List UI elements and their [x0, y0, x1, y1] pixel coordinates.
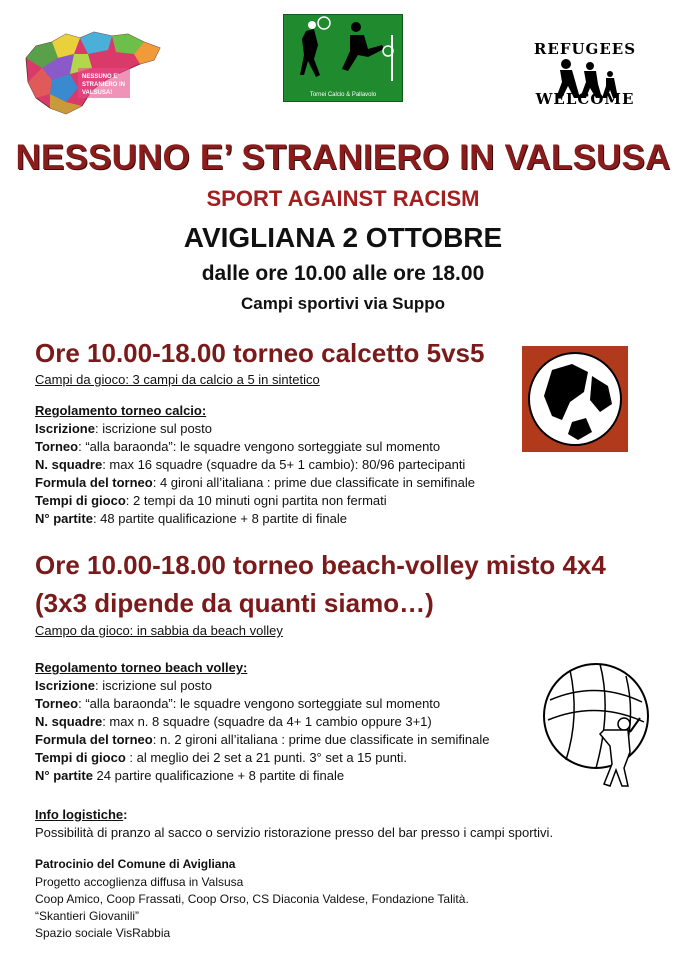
volley-heading-2: (3x3 dipende da quanti siamo…)	[35, 588, 434, 618]
volley-row	[35, 713, 432, 731]
calcio-regolamento: Regolamento torneo calcio:	[35, 403, 207, 418]
volley-row	[35, 695, 440, 713]
calcio-row-label: N. squadre	[35, 457, 103, 472]
patrocinio-line: Spazio sociale VisRabbia	[35, 926, 171, 940]
volleyball-player-icon	[540, 660, 650, 790]
calcio-row	[35, 492, 387, 510]
volley-campo-value: : in sabbia da beach volley	[129, 623, 283, 638]
refugees-welcome-logo	[520, 28, 650, 118]
map-caption-1: NESSUNO E'	[82, 74, 119, 80]
calcio-row-value: : 2 tempi da 10 minuti ogni partita non fermati	[125, 493, 387, 508]
sport-players-logo	[283, 14, 403, 102]
calcio-row	[35, 420, 212, 438]
volley-heading-1: Ore 10.00-18.00 torneo beach-volley misto 4x4	[35, 550, 606, 580]
hours: dalle ore 10.00 alle ore 18.00	[201, 262, 485, 285]
map-caption-3: VALSUSA!	[82, 90, 113, 96]
calcio-row-label: Tempi di gioco	[35, 493, 126, 508]
calcio-row	[35, 510, 347, 528]
patrocinio-line: “Skantieri Giovanili”	[35, 909, 140, 923]
calcio-row	[35, 456, 465, 474]
globe-soccer-ball-icon	[522, 346, 628, 452]
main-title: NESSUNO E’ STRANIERO IN VALSUSA	[15, 138, 671, 177]
volley-row	[35, 677, 212, 695]
calcio-heading: Ore 10.00-18.00 torneo calcetto 5vs5	[35, 338, 485, 368]
refugees-bottom-text: WELCOME	[535, 90, 635, 108]
volley-campo-label: Campo da gioco	[35, 623, 130, 638]
volley-row-value: : “alla baraonda”: le squadre vengono sorteggiate sul momento	[78, 696, 441, 711]
volley-row-value: : max n. 8 squadre (squadre da 4+ 1 cambio oppure 3+1)	[102, 714, 432, 729]
calcio-row-label: Torneo	[35, 439, 79, 454]
info-text: Possibilità di pranzo al sacco o servizio ristorazione presso del bar presso i campi sportivi.	[35, 825, 554, 840]
refugees-top-text: REFUGEES	[533, 40, 637, 58]
volley-row-value: : iscrizione sul posto	[94, 678, 213, 693]
calcio-row-label: Formula del torneo	[35, 475, 153, 490]
volley-row	[35, 749, 407, 767]
volley-row-label: Tempi di gioco	[35, 750, 126, 765]
place-date: AVIGLIANA 2 OTTOBRE	[183, 222, 503, 253]
volley-row-label: N° partite	[35, 768, 93, 783]
calcio-campi-value: : 3 campi da calcio a 5 in sintetico	[125, 372, 320, 387]
patrocinio-title: Patrocinio del Comune di Avigliana	[35, 857, 236, 871]
info-label: Info logistiche	[35, 807, 124, 822]
volley-row-value: : n. 2 gironi all’italiana : prime due classificate in semifinale	[152, 732, 490, 747]
volley-campo-line	[35, 622, 283, 640]
info-colon: :	[123, 807, 128, 822]
calcio-row	[35, 474, 475, 492]
venue: Campi sportivi via Suppo	[240, 294, 446, 313]
valsusa-map-logo	[22, 28, 164, 118]
volley-row	[35, 767, 344, 785]
calcio-row-label: N° partite	[35, 511, 93, 526]
calcio-campi-line	[35, 371, 320, 389]
volley-row-label: N. squadre	[35, 714, 103, 729]
volley-row-value: : al meglio dei 2 set a 21 punti. 3° set a 15 punti.	[125, 750, 408, 765]
patrocinio-line: Progetto accoglienza diffusa in Valsusa	[35, 875, 244, 889]
volley-row-label: Torneo	[35, 696, 79, 711]
calcio-row-value: : max 16 squadre (squadre da 5+ 1 cambio): 80/96 partecipanti	[102, 457, 466, 472]
calcio-row-value: : iscrizione sul posto	[94, 421, 213, 436]
calcio-campi-label: Campi da gioco	[35, 372, 126, 387]
sport-logo-caption: Tornei Calcio & Pallavolo	[309, 92, 377, 98]
info-heading	[35, 806, 127, 824]
volley-row	[35, 731, 489, 749]
map-caption-2: STRANIERO IN	[82, 82, 126, 88]
volley-row-label: Formula del torneo	[35, 732, 153, 747]
calcio-row-value: : 48 partite qualificazione + 8 partite di finale	[92, 511, 347, 526]
volley-row-value: 24 partire qualificazione + 8 partite di finale	[92, 768, 345, 783]
calcio-row-value: : “alla baraonda”: le squadre vengono sorteggiate sul momento	[78, 439, 441, 454]
volley-regolamento: Regolamento torneo beach volley:	[35, 660, 248, 675]
calcio-row-label: Iscrizione	[35, 421, 95, 436]
patrocinio-line: Coop Amico, Coop Frassati, Coop Orso, CS Diaconia Valdese, Fondazione Talità.	[35, 892, 469, 906]
calcio-row	[35, 438, 440, 456]
volley-row-label: Iscrizione	[35, 678, 95, 693]
subtitle: SPORT AGAINST RACISM	[206, 186, 480, 211]
calcio-row-value: : 4 gironi all’italiana : prime due classificate in semifinale	[152, 475, 475, 490]
